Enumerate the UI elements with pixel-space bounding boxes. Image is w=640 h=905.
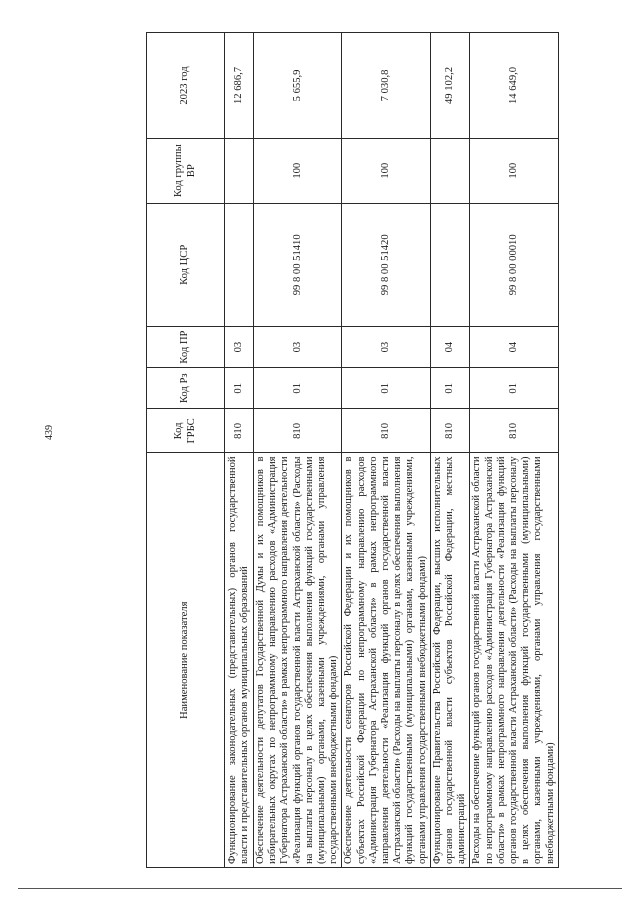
row-pr: 04 (470, 327, 558, 368)
row-csr: 99 8 00 51420 (342, 203, 430, 326)
rotated-table-wrapper (146, 32, 556, 868)
row-vr (430, 138, 470, 203)
header-vr: Код группы ВР (147, 138, 225, 203)
row-vr: 100 (342, 138, 430, 203)
row-pr: 04 (430, 327, 470, 368)
header-grbs: Код ГРБС (147, 409, 225, 453)
row-name: Функционирование законодательных (представительных) органов государственной власти и представительных органов муниципальных образований (225, 453, 254, 868)
row-rz: 01 (470, 368, 558, 409)
table-row (225, 33, 254, 868)
row-grbs: 810 (342, 409, 430, 453)
header-year: 2023 год (147, 33, 225, 139)
row-csr: 99 8 00 51410 (254, 203, 342, 326)
row-grbs: 810 (430, 409, 470, 453)
row-amount: 7 030,8 (342, 33, 430, 139)
header-name: Наименование показателя (147, 453, 225, 868)
row-grbs: 810 (254, 409, 342, 453)
row-name: Функционирование Правительства Российской Федерации, высших исполнительных органов государственной власти субъектов Российской Федерации, местных администраций (430, 453, 470, 868)
row-amount: 5 655,9 (254, 33, 342, 139)
header-csr: Код ЦСР (147, 203, 225, 326)
row-csr: 99 8 00 00010 (470, 203, 558, 326)
row-vr: 100 (470, 138, 558, 203)
row-name: Обеспечение деятельности депутатов Государственной Думы и их помощников в избирательных округах по непрограммному направлению расходов «Администрация Губернатора Астраханской области» в рамках непрограммного направления деятельности «Реализация функций органов государственной власти Астраханской области» (Расходы на выплаты персоналу в целях обеспечения выполнения функций государственными (муниципальными) органами, казенными учреждениями, органами управления государственными внебюджетными фондами) (254, 453, 342, 868)
page-number: 439 (44, 425, 55, 440)
row-csr (430, 203, 470, 326)
row-name: Обеспечение деятельности сенаторов Российской Федерации и их помощников в субъектах Российской Федерации по непрограммному направлению расходов «Администрация Губернатора Астраханской области» в рамках непрограммного направления деятельности «Реализация функций органов государственной власти Астраханской области» (Расходы на выплаты персоналу в целях обеспечения выполнения функций государственными (муниципальными) органами, казенными учреждениями, органами управления государственными внебюджетными фондами) (342, 453, 430, 868)
row-amount: 49 102,2 (430, 33, 470, 139)
row-grbs: 810 (225, 409, 254, 453)
row-rz: 01 (430, 368, 470, 409)
header-rz: Код Рз (147, 368, 225, 409)
row-name: Расходы на обеспечение функций органов государственной власти Астраханской области по непрограммному направлению расходов «Администрация Губернатора Астраханской области» в рамках непрограммного направления деятельности «Реализация функций органов государственной власти Астраханской области» (Расходы на выплаты персоналу в целях обеспечения выполнения функций государственными (муниципальными) органами, казенными учреждениями, органами управления государственными внебюджетными фондами) (470, 453, 558, 868)
table-row (430, 33, 470, 868)
row-amount: 12 686,7 (225, 33, 254, 139)
row-grbs: 810 (470, 409, 558, 453)
row-rz: 01 (225, 368, 254, 409)
row-vr (225, 138, 254, 203)
table-row (470, 33, 558, 868)
row-rz: 01 (254, 368, 342, 409)
row-amount: 14 649,0 (470, 33, 558, 139)
table-row (254, 33, 342, 868)
budget-table (146, 32, 559, 868)
row-vr: 100 (254, 138, 342, 203)
row-pr: 03 (342, 327, 430, 368)
table-row (342, 33, 430, 868)
row-csr (225, 203, 254, 326)
row-pr: 03 (254, 327, 342, 368)
row-rz: 01 (342, 368, 430, 409)
row-pr: 03 (225, 327, 254, 368)
table-header-row (147, 33, 225, 868)
header-pr: Код ПР (147, 327, 225, 368)
page-bottom-rule (18, 888, 622, 889)
